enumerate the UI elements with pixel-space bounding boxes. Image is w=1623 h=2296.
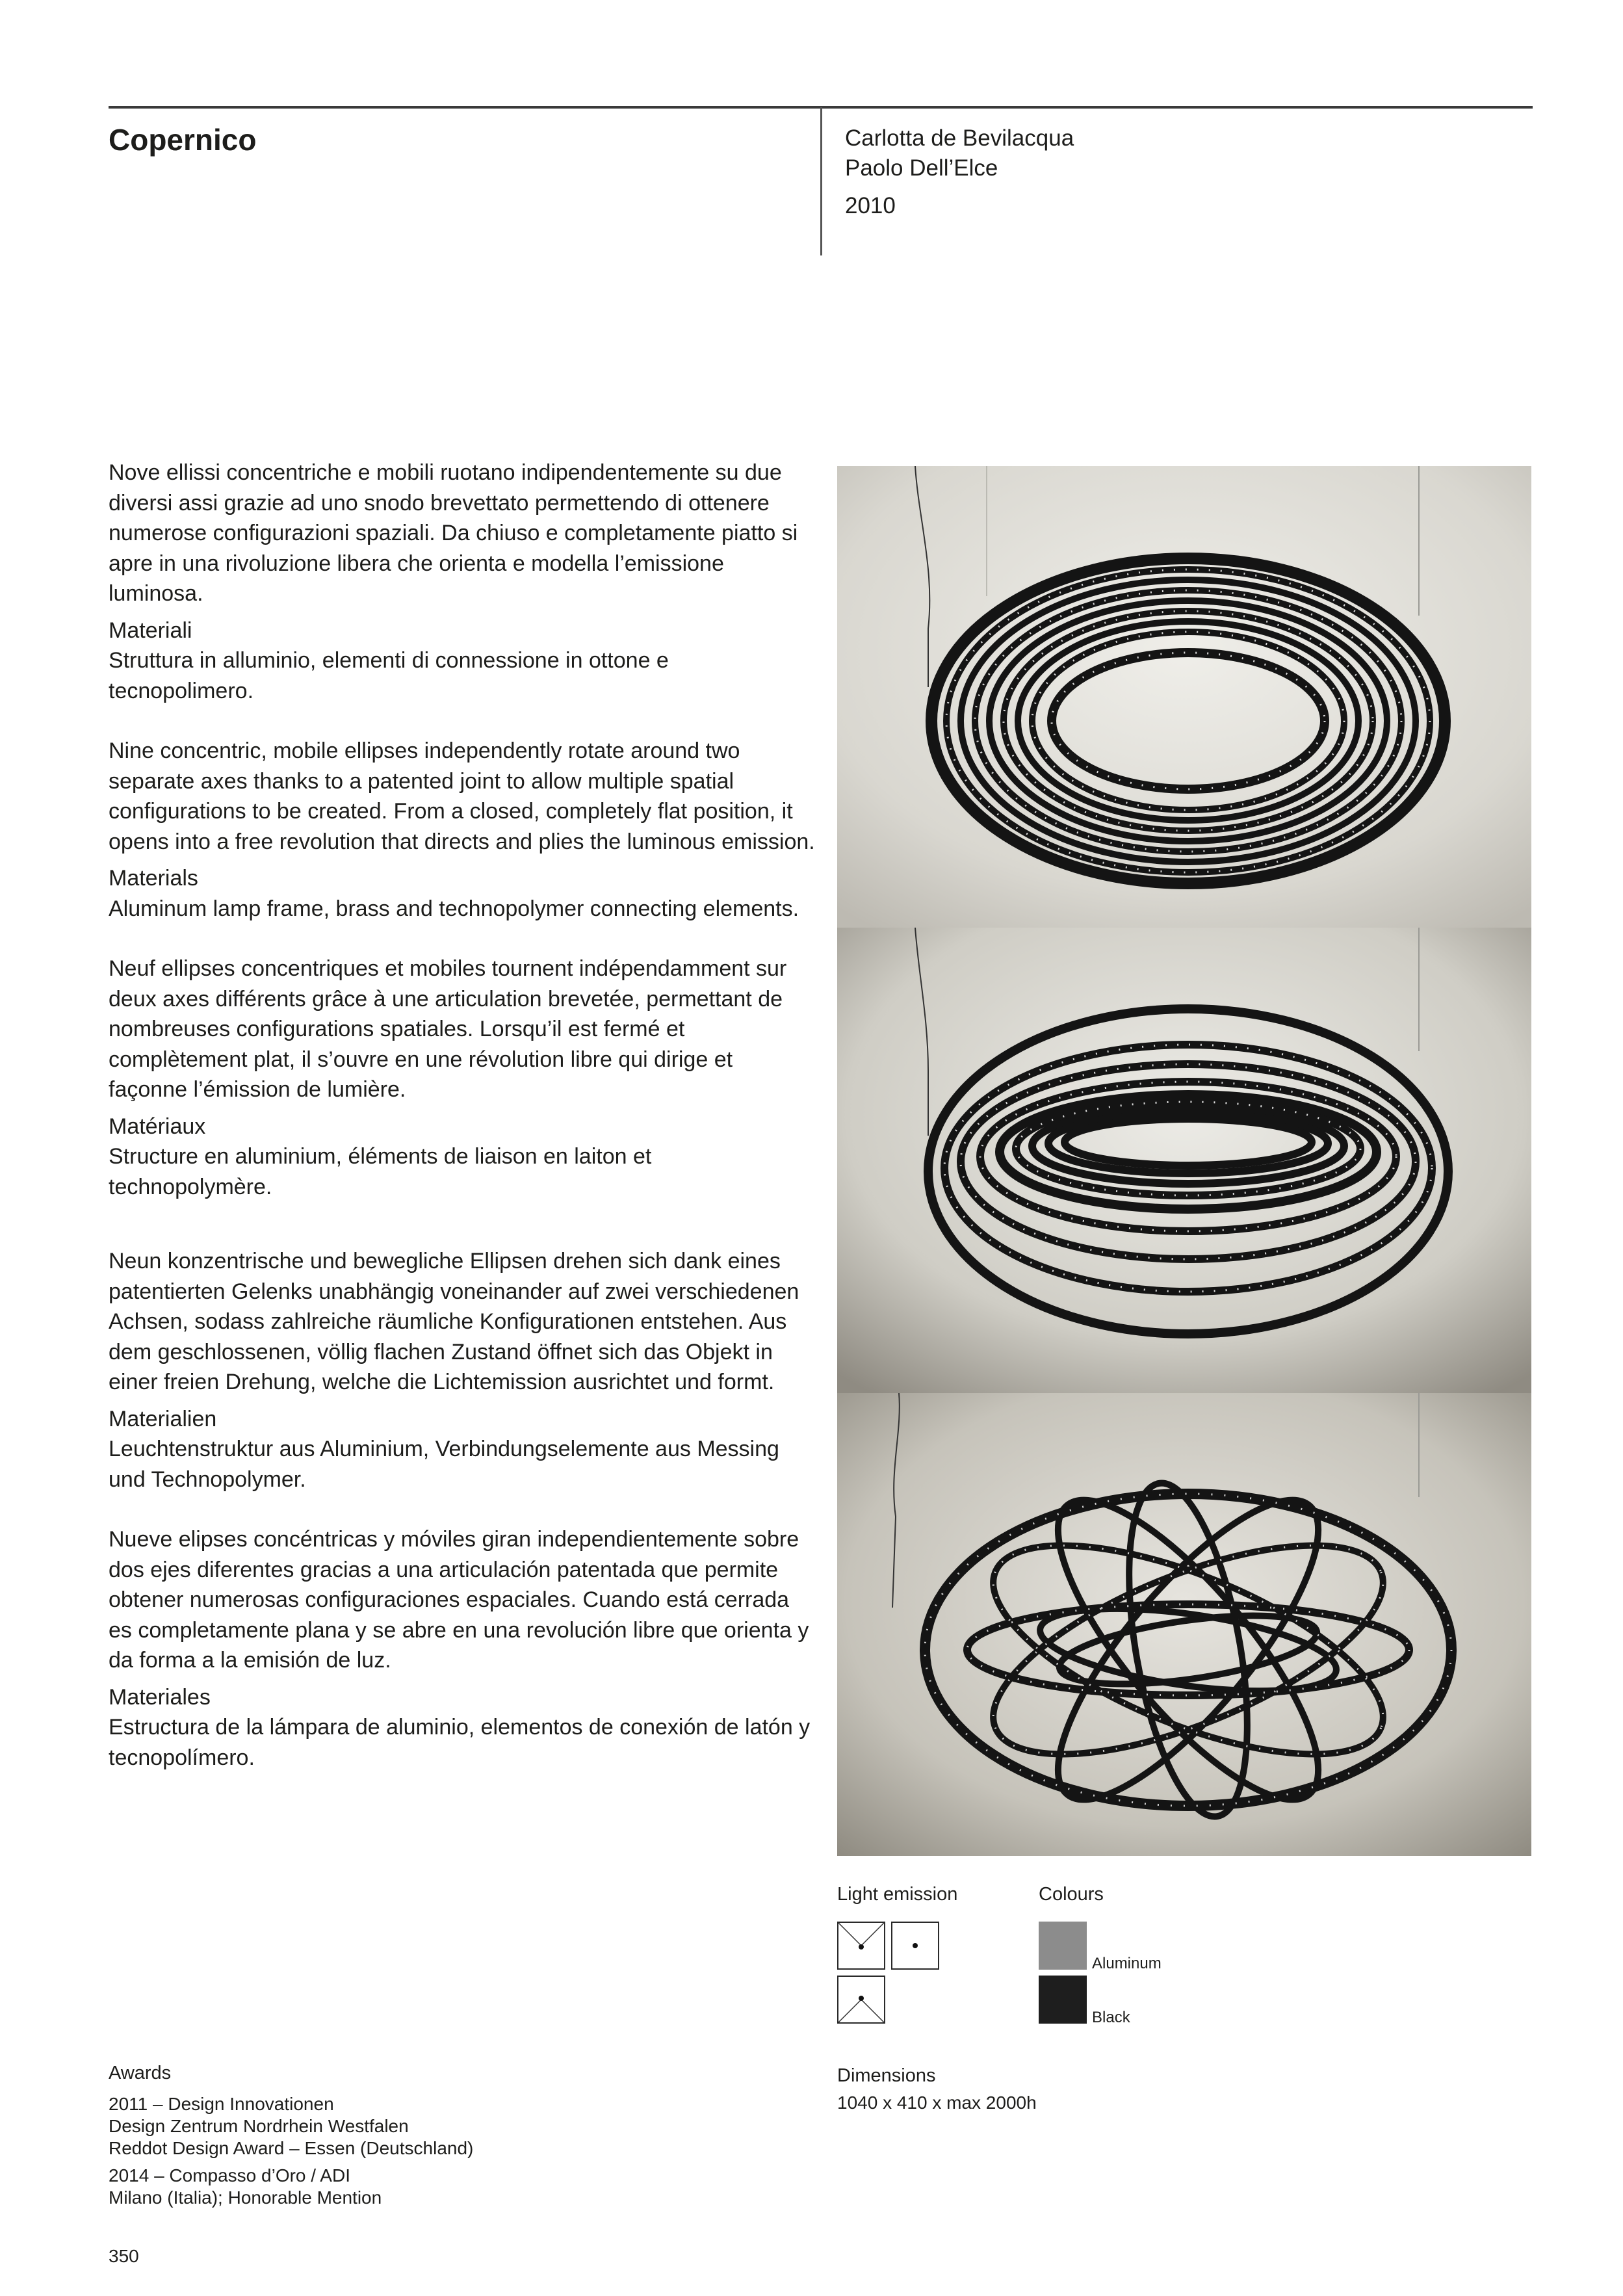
materials-label: Materialien [109, 1406, 217, 1431]
materials-text: Estructura de la lámpara de aluminio, elementos de conexión de latón y tecnopolímero. [109, 1715, 811, 1770]
light-emission-label: Light emission [837, 1884, 958, 1905]
description-es [109, 1524, 817, 1773]
award-line: Milano (Italia); Honorable Mention [109, 2187, 382, 2208]
designer-name: Paolo Dell’Elce [845, 155, 998, 181]
light-emission-icon-wide [837, 1922, 885, 1970]
materials-text: Aluminum lamp frame, brass and technopolymer connecting elements. [109, 896, 799, 921]
award-line: 2011 – Design Innovationen [109, 2094, 334, 2114]
awards-block [109, 2062, 759, 2209]
materials-label: Materiales [109, 1684, 211, 1710]
description-column [109, 458, 817, 1803]
description-fr [109, 954, 817, 1202]
awards-label: Awards [109, 2063, 172, 2083]
description-body: Neun konzentrische und bewegliche Ellipsen drehen sich dank eines patentierten Gelenks unabhängig voneinander auf zwei verschiedenen Achsen, sodass zahlreiche räumliche Konfigurationen entstehen. Aus dem geschlossenen, völlig flachen Zustand öffnet sich das Objekt in einer freien Drehung, welche die Lichtemission ausrichtet und formt. [109, 1249, 799, 1394]
design-year: 2010 [845, 193, 896, 218]
award-line: Design Zentrum Nordrhein Westfalen [109, 2116, 409, 2136]
colour-swatch-black [1039, 1976, 1087, 2024]
materials-label: Materials [109, 866, 198, 891]
colour-name: Black [1092, 2009, 1130, 2026]
product-photo-closed [837, 466, 1531, 928]
description-de [109, 1246, 817, 1494]
product-photo-half-open [837, 928, 1531, 1393]
colour-swatch-aluminum [1039, 1922, 1087, 1970]
award-line: Reddot Design Award – Essen (Deutschland) [109, 2138, 474, 2158]
dimensions-label: Dimensions [837, 2065, 936, 2086]
product-title: Copernico [109, 123, 257, 157]
materials-text: Leuchtenstruktur aus Aluminium, Verbindungselemente aus Messing und Technopolymer. [109, 1437, 779, 1492]
colours-label: Colours [1039, 1884, 1104, 1905]
light-emission-icon-up [837, 1976, 885, 2024]
description-en [109, 736, 817, 924]
materials-text: Structure en aluminium, éléments de liaison en laiton et technopolymère. [109, 1144, 652, 1199]
page-number: 350 [109, 2246, 139, 2266]
materials-label: Matériaux [109, 1114, 206, 1139]
light-emission-icon-point [891, 1922, 939, 1970]
designer-block [845, 124, 1074, 221]
materials-label: Materiali [109, 618, 192, 643]
dimensions-value: 1040 x 410 x max 2000h [837, 2093, 1037, 2113]
award-line: 2014 – Compasso d’Oro / ADI [109, 2165, 350, 2185]
product-photo-open [837, 1393, 1531, 1856]
description-body: Nine concentric, mobile ellipses independently rotate around two separate axes thanks to a patented joint to allow multiple spatial configurations to be created. From a closed, completely flat position, it opens into a free revolution that directs and plies the luminous emission. [109, 738, 815, 854]
colour-name: Aluminum [1092, 1955, 1162, 1972]
materials-text: Struttura in alluminio, elementi di connessione in ottone e tecnopolimero. [109, 648, 669, 703]
designer-name: Carlotta de Bevilacqua [845, 125, 1074, 151]
description-body: Neuf ellipses concentriques et mobiles tournent indépendamment sur deux axes différents grâce à une articulation brevetée, permettant de nombreuses configurations spatiales. Lorsqu’il est fermé et complètement plat, il s’ouvre en une révolution libre qui dirige et façonne l’émission de lumière. [109, 956, 787, 1102]
description-body: Nueve elipses concéntricas y móviles giran independientemente sobre dos ejes diferentes gracias a una articulación patentada que permite obtener numerosas configuraciones espaciales. Cuando está cerrada es completamente plana y se abre en una revolución libre que orienta y da forma a la emisión de luz. [109, 1527, 809, 1673]
description-body: Nove ellissi concentriche e mobili ruotano indipendentemente su due diversi assi grazie ad uno snodo brevettato permettendo di ottenere numerose configurazioni spaziali. Da chiuso e completamente piatto si apre in una rivoluzione libera che orienta e modella l’emissione luminosa. [109, 460, 798, 606]
header-divider [820, 107, 822, 255]
dimensions-block [837, 2062, 1037, 2117]
description-it [109, 458, 817, 706]
